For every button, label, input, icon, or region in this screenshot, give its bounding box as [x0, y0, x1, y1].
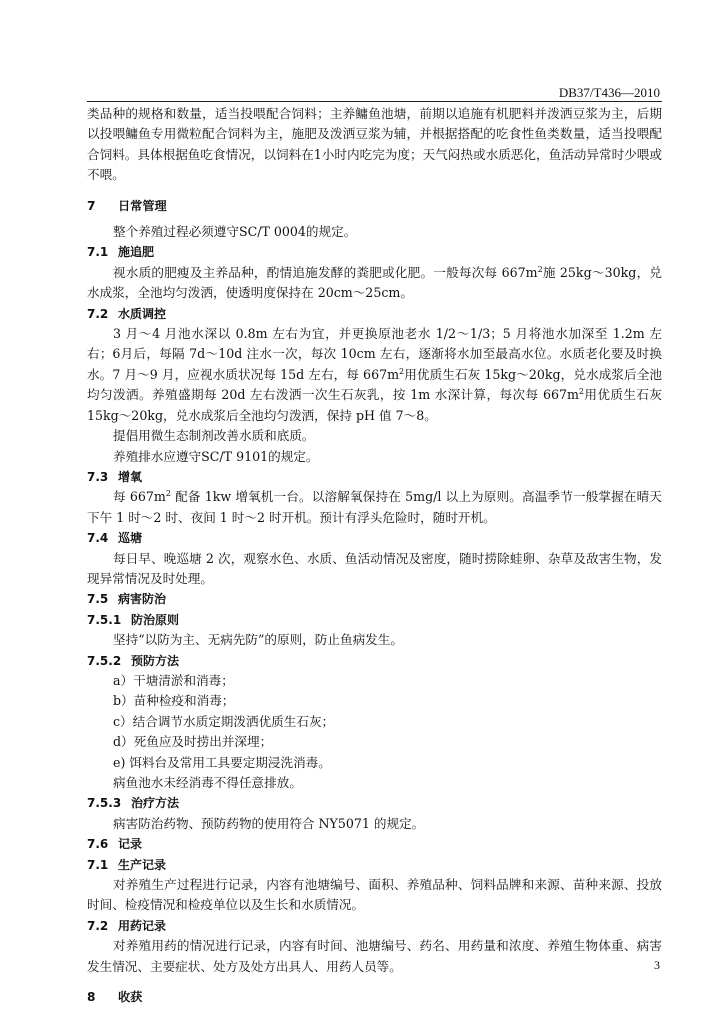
section-7-5-2-heading [87, 651, 662, 671]
section-title: 生产记录 [118, 857, 167, 872]
section-7-6-2-heading [87, 916, 662, 936]
text-run: 3 月～4 月池水深以 0.8m 左右为宜，并更换原池老水 1/2～1/3；5 月将池水加深至 1.2m 左右；6月后，每隔 7d～10d 注水一次，每次 10cm 左右，逐渐将水加至最高水位。水质老化要及时换水。7 月～9 月，应视水质状况每 15d 左右，每 667m [87, 326, 662, 382]
section-7-6-1-heading [87, 855, 662, 875]
section-title: 巡塘 [118, 531, 143, 546]
list-item: d）死鱼应及时捞出并深埋； [113, 734, 273, 750]
section-title: 记录 [118, 837, 143, 852]
section-title: 治疗方法 [131, 796, 180, 811]
section-title: 施追肥 [118, 245, 155, 260]
section-title: 病害防治 [118, 592, 167, 607]
section-7-5-3-paragraph: 病害防治药物、预防药物的使用符合 NY5071 的规定。 [113, 815, 425, 831]
section-number: 7.3 [87, 469, 109, 484]
section-title: 水质调控 [118, 306, 167, 321]
list-item: a）干塘清淤和消毒； [113, 672, 234, 688]
section-7-5-1-heading [87, 610, 662, 630]
text-run: 施 25kg～30kg，兑水成浆，全池均匀泼洒，使透明度保持在 20cm～25cm。 [87, 264, 662, 301]
section-7-1-heading [87, 242, 662, 262]
section-title: 预防方法 [131, 653, 180, 668]
section-7-4-heading [87, 528, 662, 548]
section-7-3-paragraph [87, 487, 662, 528]
section-7-5-heading [87, 589, 662, 609]
section-title: 增氧 [118, 469, 143, 484]
section-7-2-paragraph-3: 养殖排水应遵守SC/T 9101的规定。 [113, 448, 319, 464]
superscript: 2 [165, 489, 171, 499]
section-7-paragraph: 整个养殖过程必须遵守SC/T 0004的规定。 [113, 224, 357, 240]
section-7-1-paragraph [87, 263, 662, 304]
section-number: 7.1 [87, 245, 109, 260]
section-title: 用药记录 [118, 918, 167, 933]
list-item: b）苗种检疫和消毒； [113, 693, 235, 709]
section-7-5-3-heading [87, 793, 662, 813]
section-number: 7 [87, 198, 96, 213]
page-number: 3 [654, 958, 660, 972]
section-number: 7.2 [87, 306, 109, 321]
section-number: 7.5.1 [87, 612, 122, 627]
document-body [87, 104, 662, 1013]
section-title: 收获 [118, 990, 143, 1005]
superscript: 2 [537, 264, 543, 274]
superscript: 2 [578, 387, 585, 397]
list-item: e) 饵料台及常用工具要定期浸洗消毒。 [113, 754, 331, 770]
text-run: 每 667m [113, 489, 166, 505]
section-7-4-paragraph: 每日早、晚巡塘 2 次，观察水色、水质、鱼活动情况及密度，随时捞除蛙卵、杂草及敌害生物，发现异常情况及时处理。 [87, 550, 662, 586]
section-7-2-paragraph [87, 324, 662, 426]
section-7-3-heading [87, 467, 662, 487]
section-7-6-1-paragraph: 对养殖生产过程进行记录，内容有池塘编号、面积、养殖品种、饲料品牌和来源、苗种来源、投放时间、检疫情况和检疫单位以及生长和水质情况。 [87, 877, 662, 913]
section-number: 7.6 [87, 837, 109, 852]
section-7-6-heading [87, 834, 662, 854]
section-7-5-2-paragraph: 病鱼池水未经消毒不得任意排放。 [113, 775, 302, 790]
text-run: 用优质生石灰 15kg～20kg，兑水成浆后全池均匀泼洒。养殖盛期每 20d 左右泼洒一次生石灰乳，按 1m 水深计算，每次每 667m [87, 366, 662, 403]
section-number: 8 [87, 990, 96, 1005]
section-title: 日常管理 [118, 198, 167, 213]
text-run: 视水质的肥瘦及主养品种，酌情追施发酵的粪肥或化肥。一般每次每 667m [113, 264, 538, 280]
section-7-5-1-paragraph: 坚持“以防为主、无病先防”的原则，防止鱼病发生。 [113, 632, 403, 648]
superscript: 2 [399, 366, 405, 376]
section-number: 7.5.3 [87, 796, 122, 811]
text-run: 配备 1kw 增氧机一台。以溶解氧保持在 5mg/l 以上为原则。高温季节一般掌握在晴天下午 1 时～2 时、夜间 1 时～2 时开机。预计有浮头危险时，随时开机。 [87, 489, 662, 525]
section-number: 7.5 [87, 592, 109, 607]
section-7-2-heading [87, 304, 662, 324]
section-7-6-2-paragraph: 对养殖用药的情况进行记录，内容有时间、池塘编号、药名、用药量和浓度、养殖生物体重、病害发生情况、主要症状、处方及处方出具人、用药人员等。 [87, 938, 662, 974]
section-number: 7.2 [87, 918, 109, 933]
intro-paragraph: 类品种的规格和数量，适当投喂配合饲料；主养鳙鱼池塘，前期以追施有机肥料并泼洒豆浆为主，后期以投喂鳙鱼专用微粒配合饲料为主，施肥及泼洒豆浆为辅，并根据搭配的吃食性鱼类数量，适当投喂配合饲料。具体根据鱼吃食情况，以饲料在1小时内吃完为度；天气闷热或水质恶化，鱼活动异常时少喂或不喂。 [87, 106, 662, 183]
section-number: 7.4 [87, 531, 109, 546]
list-item: c）结合调节水质定期泼洒优质生石灰； [113, 713, 335, 729]
header-rule [87, 101, 662, 102]
section-7-heading [87, 196, 662, 216]
section-8-heading [87, 987, 662, 1007]
section-title: 防治原则 [131, 612, 180, 627]
section-7-2-paragraph-2: 提倡用微生态制剂改善水质和底质。 [113, 428, 315, 444]
section-number: 7.1 [87, 857, 109, 872]
document-code: DB37/T436—2010 [558, 85, 660, 100]
section-number: 7.5.2 [87, 653, 122, 668]
text-run: 用优质生石灰 15kg～20kg，兑水成浆后全池均匀泼洒，保持 pH 值 7～8。 [87, 387, 662, 423]
